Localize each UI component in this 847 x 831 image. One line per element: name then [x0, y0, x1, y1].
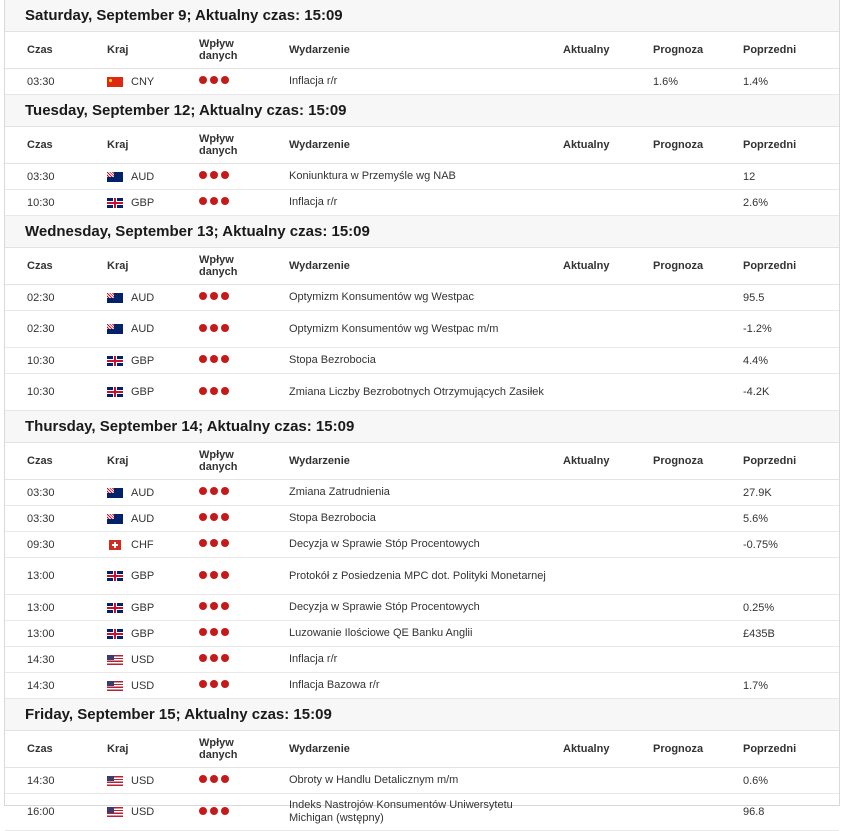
- uk-flag-icon: [107, 356, 123, 366]
- uk-flag-icon: [107, 629, 123, 639]
- impact-dot-icon: [210, 807, 218, 815]
- day-section: [5, 699, 839, 831]
- event-time: 03:30: [27, 75, 55, 88]
- australia-flag-icon: [107, 514, 123, 524]
- event-country: [107, 513, 199, 525]
- impact-dot-icon: [199, 197, 207, 205]
- event-impact: [199, 323, 289, 335]
- event-time: 14:30: [27, 679, 55, 692]
- column-header-time: Czas: [27, 139, 53, 151]
- event-previous: 96.8: [743, 806, 765, 818]
- event-row[interactable]: [5, 558, 839, 595]
- impact-dot-icon: [221, 171, 229, 179]
- event-impact: [199, 386, 289, 398]
- impact-dot-icon: [199, 602, 207, 610]
- event-previous: -0.75%: [743, 538, 778, 551]
- column-header-forecast: Prognoza: [653, 139, 704, 151]
- impact-dot-icon: [210, 292, 218, 300]
- uk-flag-icon: [107, 198, 123, 208]
- currency-code: USD: [131, 653, 155, 666]
- event-impact: [199, 679, 289, 691]
- column-header-impact-line: danych: [199, 266, 238, 278]
- impact-dot-icon: [221, 292, 229, 300]
- column-header-forecast: Prognoza: [653, 455, 704, 467]
- impact-dot-icon: [199, 513, 207, 521]
- event-impact: [199, 196, 289, 208]
- currency-code: AUD: [131, 512, 155, 525]
- event-row[interactable]: [5, 480, 839, 506]
- event-time: 10:30: [27, 354, 55, 367]
- event-row[interactable]: [5, 311, 839, 348]
- event-previous: 1.4%: [743, 75, 769, 88]
- event-time: 03:30: [27, 486, 55, 499]
- currency-code: AUD: [131, 486, 155, 499]
- column-header-event: Wydarzenie: [289, 43, 350, 56]
- event-name[interactable]: Luzowanie Ilościowe QE Banku Anglii: [289, 627, 473, 640]
- column-header-row: [5, 127, 839, 164]
- column-header-impact-line: danych: [199, 50, 238, 62]
- day-section: [5, 411, 839, 699]
- currency-code: GBP: [131, 627, 155, 640]
- usa-flag-icon: [107, 681, 123, 691]
- event-impact: [199, 653, 289, 665]
- event-row[interactable]: [5, 768, 839, 794]
- day-header: Friday, September 15; Aktualny czas: 15:09: [5, 699, 839, 731]
- impact-dot-icon: [199, 571, 207, 579]
- event-time: 02:30: [27, 323, 55, 335]
- australia-flag-icon: [107, 488, 123, 498]
- event-row[interactable]: [5, 647, 839, 673]
- impact-dots: [199, 292, 229, 300]
- event-impact: [199, 601, 289, 613]
- event-name[interactable]: Inflacja r/r: [289, 196, 338, 209]
- impact-dot-icon: [221, 807, 229, 815]
- event-name[interactable]: Obroty w Handlu Detalicznym m/m: [289, 774, 459, 787]
- day-section: [5, 95, 839, 216]
- event-row[interactable]: [5, 348, 839, 374]
- event-previous: -1.2%: [743, 323, 772, 335]
- impact-dot-icon: [199, 654, 207, 662]
- event-time: 16:00: [27, 806, 55, 818]
- usa-flag-icon: [107, 776, 123, 786]
- event-name[interactable]: Stopa Bezrobocia: [289, 354, 376, 367]
- impact-dot-icon: [210, 654, 218, 662]
- column-header-impact-line: Wpływ: [199, 132, 234, 145]
- event-name[interactable]: Decyzja w Sprawie Stóp Procentowych: [289, 538, 480, 551]
- event-row[interactable]: [5, 374, 839, 411]
- impact-dot-icon: [210, 680, 218, 688]
- event-time: 03:30: [27, 512, 55, 525]
- impact-dot-icon: [210, 628, 218, 636]
- impact-dot-icon: [221, 775, 229, 783]
- impact-dot-icon: [221, 571, 229, 579]
- event-name[interactable]: Inflacja Bazowa r/r: [289, 679, 380, 692]
- impact-dot-icon: [221, 539, 229, 547]
- currency-code: USD: [131, 806, 155, 818]
- impact-dots: [199, 654, 229, 662]
- event-name[interactable]: Stopa Bezrobocia: [289, 512, 376, 525]
- impact-dot-icon: [210, 76, 218, 84]
- impact-dot-icon: [199, 628, 207, 636]
- usa-flag-icon: [107, 807, 123, 817]
- impact-dots: [199, 487, 229, 495]
- event-previous: 4.4%: [743, 354, 769, 367]
- event-row[interactable]: [5, 673, 839, 699]
- day-section: [5, 0, 839, 95]
- impact-dot-icon: [210, 602, 218, 610]
- uk-flag-icon: [107, 603, 123, 613]
- impact-dot-icon: [221, 513, 229, 521]
- impact-dot-icon: [221, 680, 229, 688]
- event-country: [107, 806, 199, 818]
- column-header-impact: [199, 133, 289, 157]
- event-row[interactable]: [5, 532, 839, 558]
- economic-calendar: [4, 0, 840, 824]
- column-header-event: Wydarzenie: [289, 742, 350, 755]
- event-previous: 0.25%: [743, 601, 775, 614]
- currency-code: AUD: [131, 170, 155, 183]
- event-time: 14:30: [27, 774, 55, 787]
- australia-flag-icon: [107, 293, 123, 303]
- event-name[interactable]: Optymizm Konsumentów wg Westpac: [289, 291, 475, 304]
- impact-dot-icon: [210, 513, 218, 521]
- impact-dot-icon: [210, 539, 218, 547]
- event-previous: 0.6%: [743, 774, 769, 787]
- impact-dots: [199, 197, 229, 205]
- currency-code: AUD: [131, 291, 155, 304]
- event-time: 02:30: [27, 291, 55, 304]
- event-name[interactable]: Decyzja w Sprawie Stóp Procentowych: [289, 601, 480, 614]
- event-country: [107, 355, 199, 367]
- event-impact: [199, 512, 289, 524]
- column-header-impact-line: danych: [199, 461, 238, 473]
- impact-dot-icon: [221, 355, 229, 363]
- uk-flag-icon: [107, 387, 123, 397]
- event-name[interactable]: Koniunktura w Przemyśle wg NAB: [289, 170, 456, 183]
- impact-dot-icon: [199, 171, 207, 179]
- event-country: [107, 775, 199, 787]
- event-row[interactable]: [5, 506, 839, 532]
- currency-code: GBP: [131, 601, 155, 614]
- column-header-previous: Poprzedni: [743, 743, 797, 755]
- impact-dot-icon: [221, 487, 229, 495]
- event-impact: [199, 291, 289, 303]
- impact-dot-icon: [210, 197, 218, 205]
- column-header-country: Kraj: [107, 139, 129, 151]
- column-header-time: Czas: [27, 44, 53, 56]
- event-impact: [199, 570, 289, 582]
- impact-dots: [199, 387, 229, 395]
- event-country: [107, 292, 199, 304]
- event-name[interactable]: Inflacja r/r: [289, 75, 338, 88]
- currency-code: GBP: [131, 196, 155, 209]
- impact-dot-icon: [210, 775, 218, 783]
- column-header-impact: [199, 254, 289, 278]
- event-country: [107, 487, 199, 499]
- impact-dot-icon: [199, 76, 207, 84]
- event-name[interactable]: Indeks Nastrojów Konsumentów Uniwersytetu Michigan (wstępny): [289, 799, 513, 824]
- impact-dot-icon: [199, 775, 207, 783]
- event-impact: [199, 75, 289, 87]
- event-row[interactable]: [5, 794, 839, 831]
- impact-dot-icon: [199, 680, 207, 688]
- impact-dots: [199, 571, 229, 579]
- column-header-time: Czas: [27, 455, 53, 467]
- event-country: [107, 680, 199, 692]
- switzerland-flag-icon: [109, 540, 121, 550]
- column-header-previous: Poprzedni: [743, 44, 797, 56]
- impact-dots: [199, 775, 229, 783]
- event-time: 13:00: [27, 627, 55, 640]
- event-row[interactable]: [5, 621, 839, 647]
- impact-dot-icon: [210, 387, 218, 395]
- impact-dots: [199, 807, 229, 815]
- impact-dots: [199, 602, 229, 610]
- china-flag-icon: [107, 77, 123, 87]
- event-country: [107, 386, 199, 398]
- event-name[interactable]: Inflacja r/r: [289, 653, 338, 666]
- event-country: [107, 628, 199, 640]
- uk-flag-icon: [107, 571, 123, 581]
- event-previous: 2.6%: [743, 196, 769, 209]
- column-header-row: [5, 32, 839, 69]
- event-time: 13:00: [27, 570, 55, 582]
- usa-flag-icon: [107, 655, 123, 665]
- event-country: [107, 197, 199, 209]
- event-time: 03:30: [27, 170, 55, 183]
- event-previous: -4.2K: [743, 386, 770, 398]
- event-impact: [199, 354, 289, 366]
- column-header-forecast: Prognoza: [653, 743, 704, 755]
- impact-dot-icon: [210, 487, 218, 495]
- event-impact: [199, 170, 289, 182]
- column-header-impact-line: Wpływ: [199, 448, 234, 461]
- column-header-impact: [199, 449, 289, 473]
- impact-dot-icon: [199, 355, 207, 363]
- impact-dots: [199, 539, 229, 547]
- column-header-actual: Aktualny: [563, 44, 610, 56]
- day-header: Tuesday, September 12; Aktualny czas: 15:09: [5, 95, 839, 127]
- event-previous: 12: [743, 170, 756, 183]
- column-header-impact-line: Wpływ: [199, 253, 234, 266]
- column-header-forecast: Prognoza: [653, 44, 704, 56]
- impact-dots: [199, 76, 229, 84]
- column-header-country: Kraj: [107, 455, 129, 467]
- column-header-impact: [199, 38, 289, 62]
- event-time: 13:00: [27, 601, 55, 614]
- column-header-actual: Aktualny: [563, 139, 610, 151]
- event-impact: [199, 806, 289, 818]
- event-country: [107, 323, 199, 335]
- event-time: 10:30: [27, 386, 55, 398]
- event-row[interactable]: [5, 164, 839, 190]
- event-name[interactable]: Protokół z Posiedzenia MPC dot. Polityki Monetarnej: [289, 569, 546, 582]
- currency-code: CHF: [131, 538, 154, 551]
- column-header-actual: Aktualny: [563, 743, 610, 755]
- impact-dot-icon: [221, 324, 229, 332]
- event-previous: 1.7%: [743, 679, 769, 692]
- impact-dot-icon: [221, 628, 229, 636]
- day-header: Saturday, September 9; Aktualny czas: 15:09: [5, 0, 839, 32]
- column-header-actual: Aktualny: [563, 455, 610, 467]
- event-name[interactable]: Optymizm Konsumentów wg Westpac m/m: [289, 322, 499, 335]
- column-header-previous: Poprzedni: [743, 139, 797, 151]
- event-country: [107, 570, 199, 582]
- impact-dot-icon: [210, 171, 218, 179]
- impact-dot-icon: [221, 654, 229, 662]
- impact-dots: [199, 324, 229, 332]
- impact-dot-icon: [199, 324, 207, 332]
- column-header-actual: Aktualny: [563, 260, 610, 272]
- currency-code: USD: [131, 679, 155, 692]
- event-impact: [199, 486, 289, 498]
- event-previous: 95.5: [743, 291, 765, 304]
- column-header-impact-line: danych: [199, 749, 238, 761]
- column-header-impact-line: Wpływ: [199, 37, 234, 50]
- column-header-country: Kraj: [107, 743, 129, 755]
- currency-code: GBP: [131, 386, 155, 398]
- impact-dot-icon: [221, 602, 229, 610]
- column-header-row: [5, 731, 839, 768]
- column-header-previous: Poprzedni: [743, 455, 797, 467]
- impact-dot-icon: [199, 487, 207, 495]
- event-country: [107, 602, 199, 614]
- event-time: 09:30: [27, 538, 55, 551]
- currency-code: GBP: [131, 354, 155, 367]
- event-country: [107, 171, 199, 183]
- event-previous: £435B: [743, 627, 775, 640]
- column-header-impact-line: Wpływ: [199, 736, 234, 749]
- column-header-event: Wydarzenie: [289, 138, 350, 151]
- column-header-time: Czas: [27, 260, 53, 272]
- column-header-row: [5, 443, 839, 480]
- event-country: [107, 539, 199, 551]
- event-country: [107, 654, 199, 666]
- column-header-country: Kraj: [107, 260, 129, 272]
- column-header-previous: Poprzedni: [743, 260, 797, 272]
- event-forecast: 1.6%: [653, 75, 679, 88]
- column-header-country: Kraj: [107, 44, 129, 56]
- event-impact: [199, 538, 289, 550]
- event-country: [107, 76, 199, 88]
- event-time: 14:30: [27, 653, 55, 666]
- impact-dots: [199, 171, 229, 179]
- impact-dot-icon: [221, 76, 229, 84]
- currency-code: GBP: [131, 570, 155, 582]
- impact-dot-icon: [210, 324, 218, 332]
- event-previous: 5.6%: [743, 512, 769, 525]
- event-time: 10:30: [27, 196, 55, 209]
- day-header: Wednesday, September 13; Aktualny czas: 15:09: [5, 216, 839, 248]
- event-row[interactable]: [5, 595, 839, 621]
- column-header-forecast: Prognoza: [653, 260, 704, 272]
- impact-dot-icon: [210, 355, 218, 363]
- impact-dot-icon: [199, 292, 207, 300]
- event-previous: 27.9K: [743, 486, 772, 499]
- event-name[interactable]: Zmiana Zatrudnienia: [289, 486, 390, 499]
- currency-code: CNY: [131, 75, 155, 88]
- currency-code: USD: [131, 774, 155, 787]
- event-row[interactable]: [5, 285, 839, 311]
- impact-dot-icon: [221, 387, 229, 395]
- column-header-event: Wydarzenie: [289, 259, 350, 272]
- column-header-impact-line: danych: [199, 145, 238, 157]
- australia-flag-icon: [107, 172, 123, 182]
- impact-dots: [199, 628, 229, 636]
- australia-flag-icon: [107, 324, 123, 334]
- event-row[interactable]: [5, 69, 839, 95]
- column-header-impact: [199, 737, 289, 761]
- impact-dot-icon: [210, 571, 218, 579]
- event-row[interactable]: [5, 190, 839, 216]
- event-impact: [199, 774, 289, 786]
- event-impact: [199, 627, 289, 639]
- impact-dots: [199, 680, 229, 688]
- impact-dot-icon: [199, 387, 207, 395]
- column-header-event: Wydarzenie: [289, 454, 350, 467]
- day-header: Thursday, September 14; Aktualny czas: 15:09: [5, 411, 839, 443]
- column-header-row: [5, 248, 839, 285]
- impact-dot-icon: [199, 807, 207, 815]
- day-section: [5, 216, 839, 411]
- impact-dots: [199, 513, 229, 521]
- impact-dot-icon: [221, 197, 229, 205]
- impact-dot-icon: [199, 539, 207, 547]
- currency-code: AUD: [131, 323, 155, 335]
- impact-dots: [199, 355, 229, 363]
- event-name[interactable]: Zmiana Liczby Bezrobotnych Otrzymujących Zasiłek: [289, 385, 544, 398]
- column-header-time: Czas: [27, 743, 53, 755]
